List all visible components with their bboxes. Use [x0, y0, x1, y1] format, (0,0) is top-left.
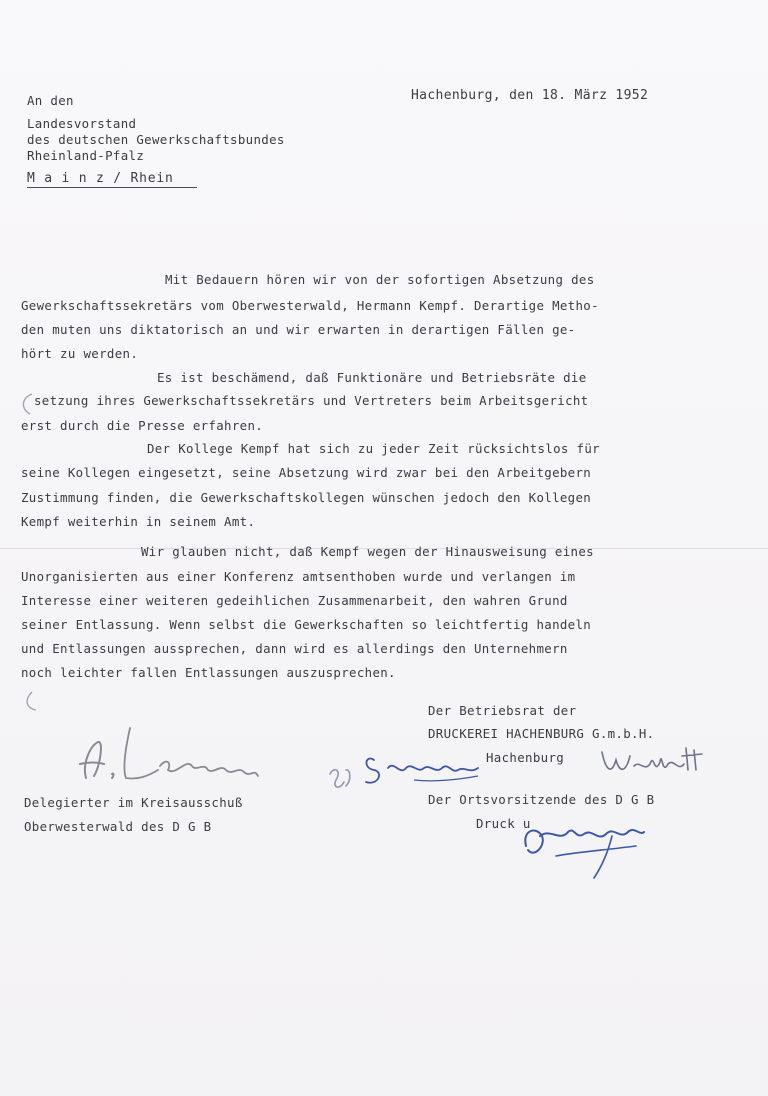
body-line: Es ist beschämend, daß Funktionäre und Betriebsräte die: [157, 370, 587, 385]
body-line: Der Kollege Kempf hat sich zu jeder Zeit rücksichtslos für: [147, 441, 600, 456]
body-line: erst durch die Presse erfahren.: [21, 418, 264, 433]
works-council-line-2: DRUCKEREI HACHENBURG G.m.b.H.: [428, 726, 655, 741]
body-line: Gewerkschaftssekretärs vom Oberwesterwald, Hermann Kempf. Derartige Metho-: [21, 298, 599, 313]
body-line: hört zu werden.: [21, 346, 139, 361]
signature-schmidgen-image: [322, 740, 492, 800]
druck-line: Druck u: [476, 816, 531, 831]
body-line: Unorganisierten aus einer Konferenz amtsenthoben wurde und verlangen im: [21, 569, 576, 584]
recipient-line-1: An den: [27, 93, 74, 108]
body-line: setzung ihres Gewerkschaftssekretärs und Vertreters beim Arbeitsgericht: [34, 393, 589, 408]
signature-kinzig-image: [516, 806, 666, 886]
margin-mark: [12, 390, 42, 420]
delegate-line-1: Delegierter im Kreisausschuß: [24, 795, 243, 810]
body-line: Zustimmung finden, die Gewerkschaftskollegen wünschen jedoch den Kollegen: [21, 490, 592, 505]
recipient-city: M a i n z / Rhein: [27, 171, 174, 186]
signature-lautenberg-image: [68, 718, 268, 798]
delegate-line-2: Oberwesterwald des D G B: [24, 819, 212, 834]
recipient-line-4: Rheinland-Pfalz: [27, 148, 145, 163]
body-line: Wir glauben nicht, daß Kempf wegen der Hinausweisung eines: [141, 544, 594, 559]
signature-wellnitt-image: [598, 742, 708, 792]
date-line: Hachenburg, den 18. März 1952: [411, 88, 649, 103]
margin-mark: [18, 690, 48, 720]
recipient-line-2: Landesvorstand: [27, 116, 137, 131]
body-line: noch leichter fallen Entlassungen auszusprechen.: [21, 665, 396, 680]
body-line: Interesse einer weiteren gedeihlichen Zusammenarbeit, den wahren Grund: [21, 593, 568, 608]
body-line: und Entlassungen aussprechen, dann wird es allerdings den Unternehmern: [21, 641, 568, 656]
body-line: Kempf weiterhin in seinem Amt.: [21, 514, 256, 529]
works-council-line-3: Hachenburg: [486, 750, 565, 765]
body-line: seiner Entlassung. Wenn selbst die Gewerkschaften so leichtfertig handeln: [21, 617, 592, 632]
body-line: Mit Bedauern hören wir von der sofortigen Absetzung des: [165, 272, 595, 287]
works-council-line-1: Der Betriebsrat der: [428, 703, 577, 718]
local-chair-line: Der Ortsvorsitzende des D G B: [428, 792, 655, 807]
body-line: seine Kollegen eingesetzt, seine Absetzung wird zwar bei den Arbeitgebern: [21, 465, 592, 480]
recipient-line-3: des deutschen Gewerkschaftsbundes: [27, 132, 285, 147]
recipient-city-underline: [27, 187, 197, 188]
body-line: den muten uns diktatorisch an und wir erwarten in derartigen Fällen ge-: [21, 322, 576, 337]
